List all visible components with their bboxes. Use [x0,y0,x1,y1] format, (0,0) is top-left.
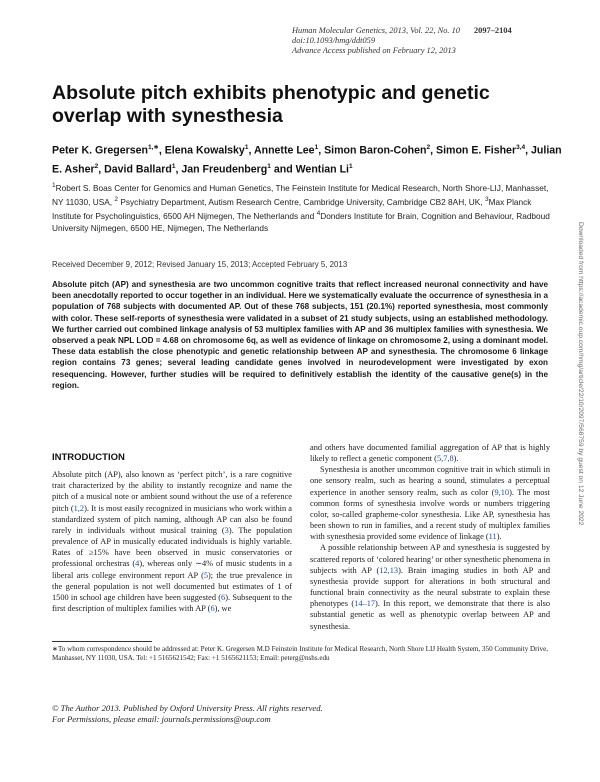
affiliation-sup: 2 [114,196,119,204]
intro-paragraph [310,442,550,464]
author-sup: 1 [267,162,271,170]
advance-access-note: Advance Access published on February 12, 2013 [292,46,456,55]
body-text: ). The population prevalence of AP in musically educated individuals is highly variable. Rates of ≥15% have been observed in music conservatories or professional orchestras ( [52,525,292,569]
affiliation-text: Donders Institute for Brain, Cognition and Behaviour, Radboud University Nijmegen, 6500 HE, Nijmegen, The Netherlands [52,210,550,234]
body-text: ). In this report, we demonstrate that there is also substantial genetic as well as phenotypic overlap between AP and synesthesia. [310,599,550,631]
journal-header [292,26,592,56]
intro-paragraph [310,464,550,542]
affiliation-text: Max Planck Institute for Psycholinguistics, 6500 AH Nijmegen, The Netherlands and [52,196,532,221]
author-sup: 3,4 [516,144,526,151]
citation-link[interactable]: 3 [224,525,229,535]
section-heading: INTRODUCTION [52,452,125,463]
citation-link[interactable]: 5,7,8 [436,454,454,464]
citation-link[interactable]: 1,2 [73,503,85,513]
body-text: ). [453,454,459,464]
footnote-divider [52,641,152,642]
author-name: , Annette Lee [248,144,315,157]
author-sup: 1 [314,144,319,151]
citation-link[interactable]: 14–17 [354,599,376,609]
author-list [52,140,572,177]
author-sup: 2 [426,144,431,151]
doi[interactable]: doi:10.1093/hmg/ddt059 [292,36,376,45]
citation-link[interactable]: 11 [488,532,497,542]
author-sup: 1 [349,162,353,170]
body-text: Synesthesia is another uncommon cognitive trait in which stimuli in one sensory realm, such as hearing a sound, stimulates a perceptual experience in another sensory realm, such as color ( [310,465,550,497]
citation-link[interactable]: 6 [221,592,226,602]
author-name: and Wentian Li [270,163,349,176]
author-sup: 2 [94,162,99,170]
affiliation-sup: 1 [52,182,56,189]
download-note: Downloaded from https://academic.oup.com/hmg/article/22/10/2097/568759 by guest on 12 June 2022 [577,222,584,526]
intro-paragraph [52,469,292,614]
author-name: , Jan Freudenberg [175,163,268,176]
affiliation-text: Robert S. Boas Center for Genomics and Human Genetics, The Feinstein Institute for Medical Research, North Shore-LIJ, Manhasset, NY 11030, USA, [52,182,549,207]
body-text: A possible relationship between AP and synesthesia is suggested by scattered reports of ‘colored hearing’ or other synesthetic phenomena in subjects with AP ( [310,543,550,575]
author-sup: 1,∗ [147,144,159,151]
body-text: ). Brain imaging studies in both AP and synesthesia provide support for alterations in both structural and functional brain connectivity as the neural substrate to explain these phenotypes ( [310,565,550,609]
author-sup: 1 [244,144,249,151]
citation-link[interactable]: 6 [210,604,215,614]
affiliations [52,180,562,234]
body-text: ). Subsequent to the first description of multiplex families with AP ( [52,592,292,614]
body-text: ), whereas only ∼4% of music students in a liberal arts college environment report AP ( [52,559,292,580]
download-watermark [574,222,586,622]
left-column [52,452,292,614]
body-text: and others have documented familial aggregation of AP that is highly likely to reflect a genetic component ( [310,443,550,464]
affiliation-sup: 3 [484,196,489,204]
citation-link[interactable]: 5 [203,570,209,580]
page-range: 2097–2104 [473,26,512,35]
body-text: ); the true prevalence in the general population is not well documented but estimates of 1 of 1500 in school age children have been suggested ( [52,570,292,602]
citation-link[interactable]: 12,13 [379,565,399,575]
author-name: Peter K. Gregersen [52,144,148,157]
article-title: Absolute pitch exhibits phenotypic and genetic overlap with synesthesia [52,82,490,127]
citation-link[interactable]: 9,10 [494,487,510,497]
body-text: ). The most common forms of synesthesia involve words or numbers triggering color, so-called grapheme-color synesthesia. Like AP, synesthesia has been shown to run in families, and a recent study of multiplex families with synesthesia provided some evidence of linkage ( [310,487,550,542]
author-name: , Julian E. Asher [52,144,562,176]
citation-link[interactable]: 4 [135,559,140,569]
body-text: ). It is most easily recognized in musicians who work within a standardized system of pitch naming, although AP can also be found rarely in individuals without musical training ( [52,503,292,535]
permissions-line: For Permissions, please email: journals.permissions@oup.com [52,714,271,724]
affiliation-text: Psychiatry Department, Autism Research Centre, Cambridge University, Cambridge CB2 8AH, UK, [118,196,485,207]
received-dates: Received December 9, 2012; Revised January 15, 2013; Accepted February 5, 2013 [52,260,348,269]
body-text: Absolute pitch (AP), also known as ‘perfect pitch’, is a rare cognitive trait characterized by the ability to instantly recognize and name the pitch of a musical note or ambient sound without the use of a reference pitch ( [52,470,292,513]
affiliation-sup: 4 [316,210,321,218]
author-name: , Elena Kowalsky [158,144,245,157]
author-sup: 1 [171,162,176,170]
copyright-notice [52,703,452,725]
author-name: , David Ballard [98,163,172,176]
journal-citation: Human Molecular Genetics, 2013, Vol. 22, No. 10 [292,26,460,35]
right-column [310,442,550,632]
author-name: , Simon Baron-Cohen [318,144,427,157]
intro-paragraph [310,542,550,631]
body-text: ), we [214,604,232,614]
body-text: ). [496,532,502,542]
correspondence-footnote: ∗To whom correspondence should be addressed at: Peter K. Gregersen M.D Feinstein Institute for Medical Research, North Shore LIJ Health System, 350 Community Drive, Manhasset, NY 11030, USA. Tel: +1 5165621542; Fax: +1 5165621153; Email: peterg@nshs.edu [52,645,548,663]
abstract: Absolute pitch (AP) and synesthesia are two uncommon cognitive traits that reflect increased neuronal connectivity and have been anecdotally reported to occur together in an individual. Here we systematically evaluate the occurrence of synesthesia in a population of 768 subjects with documented AP. Out of these 768 subjects, 151 (20.1%) reported synesthesia, most commonly with color. These self-reports of synesthesia were validated in a subset of 21 study subjects, using an established methodology. We further carried out combined linkage analysis of 53 multiplex families with AP and 36 multiplex families with synesthesia. We observed a peak NPL LOD = 4.68 on chromosome 6q, as well as evidence of linkage on chromosome 2, using a dominant model. These data establish the close phenotypic and genetic relationship between AP and synesthesia. The chromosome 6 linkage region contains 73 genes; several leading candidate genes involved in neurodevelopment were investigated by exon resequencing. However, further studies will be required to definitively establish the identity of the causative gene(s) in the region. [52,280,548,390]
copyright-line: © The Author 2013. Published by Oxford University Press. All rights reserved. [52,703,323,713]
author-name: , Simon E. Fisher [430,144,517,157]
